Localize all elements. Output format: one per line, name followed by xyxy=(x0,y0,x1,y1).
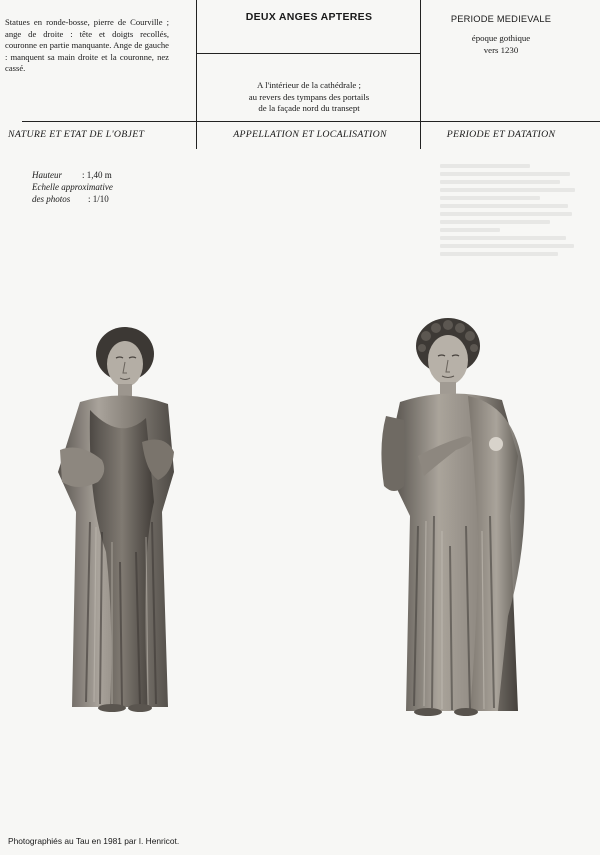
scale-value: : 1/10 xyxy=(88,194,109,205)
angel-statue-right xyxy=(378,316,538,716)
height-value: : 1,40 m xyxy=(82,170,112,180)
object-condition-text: Statues en ronde-bosse, pierre de Courville ; ange de droite : tête et doigts recollés, couronne en partie manquante. Ange de gauche : manquent sa main droite et la couronne, nez cassé. xyxy=(5,17,169,74)
column-divider xyxy=(420,0,421,149)
caption-appellation: APPELLATION ET LOCALISATION xyxy=(233,129,387,140)
scale-row xyxy=(32,193,113,205)
location-text xyxy=(199,80,419,115)
location-line: A l'intérieur de la cathédrale ; xyxy=(257,80,361,90)
scale-label: Echelle approximative xyxy=(32,182,113,193)
statue-right-drawing xyxy=(378,316,538,716)
row-divider xyxy=(196,53,420,54)
scale-label-photos: des photos xyxy=(32,194,71,205)
epoque-line: époque gothique xyxy=(471,33,531,43)
location-line: au revers des tympans des portails xyxy=(248,91,370,102)
statue-left-drawing xyxy=(50,322,180,712)
object-title: DEUX ANGES APTERES xyxy=(245,11,373,23)
caption-nature: NATURE ET ETAT DE L'OBJET xyxy=(8,129,145,140)
height-row xyxy=(32,169,113,181)
photo-credit: Photographiés au Tau en 1981 par I. Henricot. xyxy=(8,836,180,846)
location-line: de la façade nord du transept xyxy=(258,103,360,113)
column-divider xyxy=(196,0,197,149)
angel-statue-left xyxy=(50,322,180,712)
date-line: vers 1230 xyxy=(483,45,519,55)
row-divider xyxy=(22,121,600,122)
caption-periode: PERIODE ET DATATION xyxy=(446,129,556,140)
dating-text xyxy=(424,32,578,56)
period-label: PERIODE MEDIEVALE xyxy=(450,14,552,24)
height-label: Hauteur xyxy=(32,170,62,180)
dimensions-block xyxy=(32,169,113,206)
scale-label-row xyxy=(32,181,113,193)
